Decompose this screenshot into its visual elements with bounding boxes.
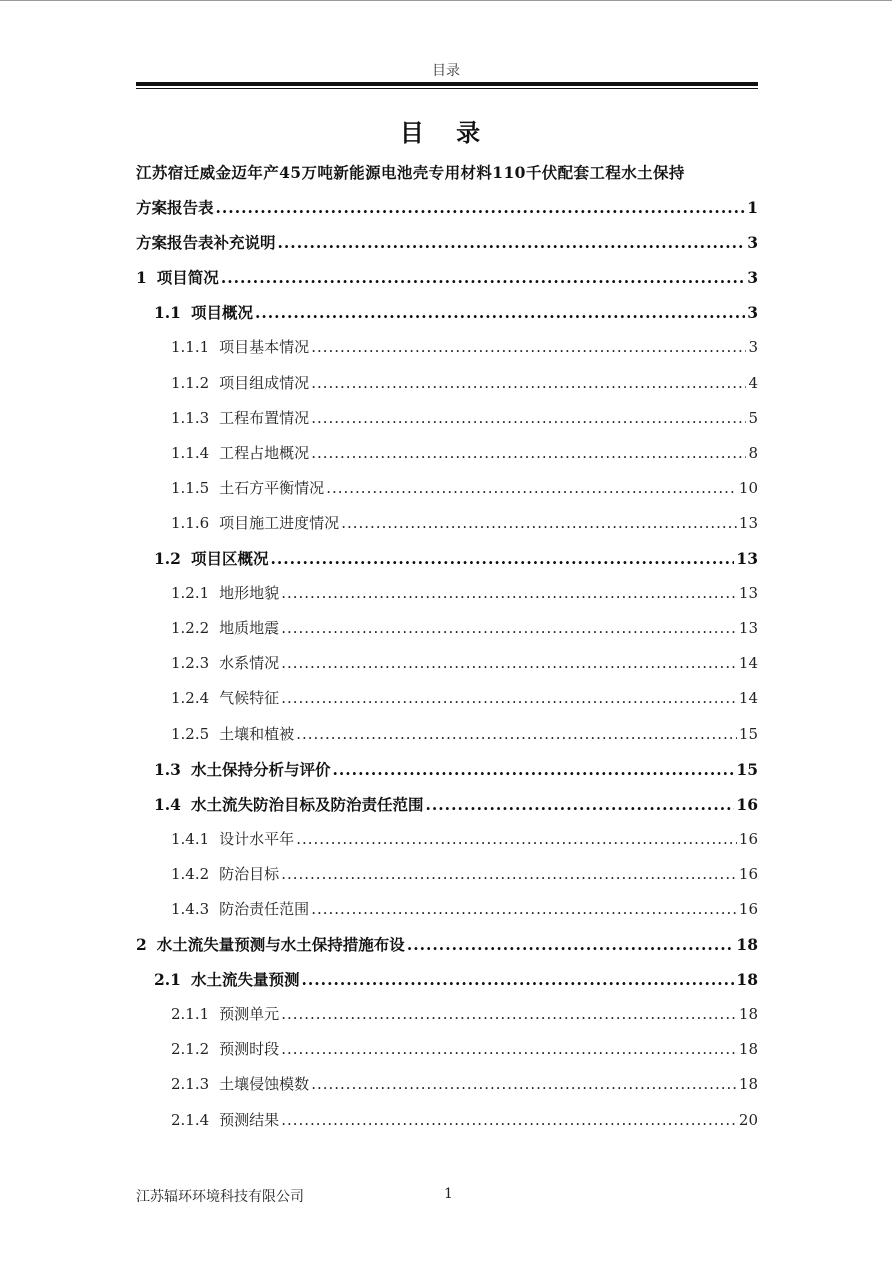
toc-entry-page: 3: [747, 303, 758, 323]
toc-entry-title: 防治目标: [219, 864, 280, 883]
toc-entry-number: 1.2.3: [171, 654, 210, 673]
toc-dot-leader: [311, 330, 746, 365]
toc-entry[interactable]: [136, 962, 758, 997]
toc-entry-title: 项目概况: [190, 303, 253, 323]
toc-dot-leader: [281, 681, 737, 716]
toc-entry[interactable]: [136, 892, 758, 927]
toc-dot-leader: [281, 1032, 737, 1067]
toc-dot-leader: [270, 541, 734, 576]
toc-entry[interactable]: [136, 1103, 758, 1138]
toc-entry-number: 1.2.2: [171, 619, 210, 638]
toc-entry-page: 16: [738, 864, 758, 883]
toc-entry[interactable]: [136, 155, 758, 190]
toc-dot-leader: [301, 962, 734, 997]
toc-entry-page: 13: [736, 549, 758, 569]
toc-entry[interactable]: [136, 401, 758, 436]
toc-entry-page: 18: [736, 935, 758, 955]
page-top-border: [0, 0, 892, 1]
toc-entry[interactable]: [136, 366, 758, 401]
toc-dot-leader: [281, 576, 737, 611]
toc-entry-title: 项目简况: [156, 268, 219, 288]
toc-entry-page: 15: [736, 759, 758, 779]
toc-entry[interactable]: [136, 646, 758, 681]
toc-entry-page: 13: [738, 513, 758, 532]
toc-entry-page: 16: [736, 794, 758, 814]
toc-dot-leader: [311, 436, 746, 471]
toc-entry[interactable]: [136, 611, 758, 646]
toc-entry-page: 20: [738, 1110, 758, 1129]
toc-entry-title: 预测时段: [219, 1040, 280, 1059]
toc-entry-page: 16: [738, 899, 758, 918]
toc-dot-leader: [281, 611, 737, 646]
toc-entry-page: 3: [747, 233, 758, 253]
toc-entry-title: 工程布置情况: [219, 408, 310, 427]
toc-entry-page: 14: [738, 689, 758, 708]
toc-entry[interactable]: [136, 506, 758, 541]
toc-entry-title: 预测单元: [219, 1005, 280, 1024]
toc-entry-title: 工程占地概况: [219, 443, 310, 462]
toc-entry-page: 5: [748, 408, 758, 427]
toc-entry-number: 2.1.1: [171, 1005, 210, 1024]
toc-entry[interactable]: [136, 330, 758, 365]
toc-entry[interactable]: [136, 260, 758, 295]
toc-entry-page: 18: [738, 1075, 758, 1094]
toc-entry[interactable]: [136, 541, 758, 576]
header-rule-thick: [136, 82, 758, 86]
toc-entry-number: 1.4.1: [171, 829, 210, 848]
toc-entry-number: 1.4.3: [171, 899, 210, 918]
toc-dot-leader: [216, 190, 746, 225]
toc-entry-title: 项目基本情况: [219, 338, 310, 357]
toc-entry[interactable]: [136, 997, 758, 1032]
toc-entry-title: 地质地震: [219, 619, 280, 638]
toc-entry-page: 4: [748, 373, 758, 392]
toc-dot-leader: [341, 506, 737, 541]
toc-entry[interactable]: [136, 576, 758, 611]
toc-entry-title: 水土流失防治目标及防治责任范围: [190, 794, 424, 814]
toc-entry-page: 18: [736, 970, 758, 990]
toc-entry-page: 8: [748, 443, 758, 462]
toc-entry-number: 1.1.4: [171, 443, 210, 462]
toc-entry[interactable]: [136, 225, 758, 260]
toc-entry-number: 1.4.2: [171, 864, 210, 883]
toc-entry-page: 10: [738, 478, 758, 497]
toc-dot-leader: [311, 401, 746, 436]
toc-entry-title: 江苏宿迁威金迈年产45万吨新能源电池壳专用材料110千伏配套工程水土保持: [136, 163, 685, 182]
toc-entry-title: 土壤和植被: [219, 724, 295, 743]
toc-entry-title: 项目组成情况: [219, 373, 310, 392]
toc-entry-title: 项目施工进度情况: [219, 513, 340, 532]
toc-entry-number: 2.1.3: [171, 1075, 210, 1094]
toc-entry-page: 13: [738, 584, 758, 603]
toc-entry-title: 气候特征: [219, 689, 280, 708]
toc-dot-leader: [221, 260, 745, 295]
toc-entry-page: 1: [747, 198, 758, 218]
toc-dot-leader: [311, 1067, 737, 1102]
toc-entry-title: 水系情况: [219, 654, 280, 673]
toc-entry-title: 土壤侵蚀模数: [219, 1075, 310, 1094]
toc-entry-page: 18: [738, 1005, 758, 1024]
toc-dot-leader: [311, 366, 746, 401]
toc-entry-page: 16: [738, 829, 758, 848]
toc-dot-leader: [332, 752, 734, 787]
toc-entry-number: 2.1.2: [171, 1040, 210, 1059]
table-of-contents: [136, 155, 758, 1138]
toc-entry[interactable]: [136, 822, 758, 857]
toc-entry-title: 水土流失量预测与水土保持措施布设: [156, 935, 405, 955]
toc-entry-page: 3: [748, 338, 758, 357]
toc-entry-number: 1.1.1: [171, 338, 210, 357]
toc-entry-number: 2: [136, 935, 147, 955]
toc-entry-title: 设计水平年: [219, 829, 295, 848]
toc-entry-page: 3: [747, 268, 758, 288]
toc-entry-number: 1: [136, 268, 147, 288]
toc-entry-number: 2.1: [154, 970, 181, 990]
footer-page-number: 1: [444, 1186, 453, 1202]
toc-entry-number: 1.1: [154, 303, 181, 323]
toc-entry-title: 土石方平衡情况: [219, 478, 325, 497]
toc-entry-page: 13: [738, 619, 758, 638]
toc-dot-leader: [425, 787, 734, 822]
toc-entry-title: 方案报告表: [136, 198, 214, 218]
toc-dot-leader: [407, 927, 735, 962]
toc-entry-number: 1.1.3: [171, 408, 210, 427]
toc-entry[interactable]: [136, 436, 758, 471]
toc-entry-number: 1.1.2: [171, 373, 210, 392]
toc-dot-leader: [255, 295, 745, 330]
toc-entry[interactable]: [136, 752, 758, 787]
toc-dot-leader: [281, 1103, 737, 1138]
toc-entry[interactable]: [136, 471, 758, 506]
toc-entry-number: 2.1.4: [171, 1110, 210, 1129]
toc-dot-leader: [296, 717, 737, 752]
running-header: 目录: [432, 63, 460, 79]
toc-entry-title: 预测结果: [219, 1110, 280, 1129]
toc-entry[interactable]: [136, 190, 758, 225]
toc-dot-leader: [296, 822, 737, 857]
page-title: 目 录: [399, 118, 493, 147]
toc-dot-leader: [326, 471, 737, 506]
toc-entry[interactable]: [136, 295, 758, 330]
toc-entry-title: 水土保持分析与评价: [190, 759, 331, 779]
toc-dot-leader: [281, 997, 737, 1032]
toc-entry[interactable]: [136, 681, 758, 716]
toc-dot-leader: [281, 857, 737, 892]
toc-dot-leader: [278, 225, 746, 260]
toc-entry-number: 1.2.4: [171, 689, 210, 708]
toc-entry-title: 方案报告表补充说明: [136, 233, 276, 253]
toc-entry[interactable]: [136, 787, 758, 822]
toc-entry-title: 水土流失量预测: [190, 970, 300, 990]
toc-entry-title: 防治责任范围: [219, 899, 310, 918]
toc-entry-number: 1.2: [154, 549, 181, 569]
toc-entry-number: 1.1.6: [171, 513, 210, 532]
toc-dot-leader: [311, 892, 737, 927]
toc-entry-number: 1.1.5: [171, 478, 210, 497]
toc-entry[interactable]: [136, 717, 758, 752]
toc-entry-page: 15: [738, 724, 758, 743]
toc-entry-number: 1.4: [154, 794, 181, 814]
toc-entry[interactable]: [136, 1032, 758, 1067]
toc-entry-number: 1.2.1: [171, 584, 210, 603]
toc-entry[interactable]: [136, 1067, 758, 1102]
toc-entry[interactable]: [136, 927, 758, 962]
header-rule-thin: [136, 88, 758, 89]
toc-entry-page: 14: [738, 654, 758, 673]
toc-entry[interactable]: [136, 857, 758, 892]
toc-entry-title: 项目区概况: [190, 549, 269, 569]
toc-entry-page: 18: [738, 1040, 758, 1059]
footer-company: 江苏辐环环境科技有限公司: [136, 1189, 304, 1205]
toc-entry-title: 地形地貌: [219, 584, 280, 603]
toc-entry-number: 1.2.5: [171, 724, 210, 743]
toc-entry-number: 1.3: [154, 759, 181, 779]
toc-dot-leader: [281, 646, 737, 681]
